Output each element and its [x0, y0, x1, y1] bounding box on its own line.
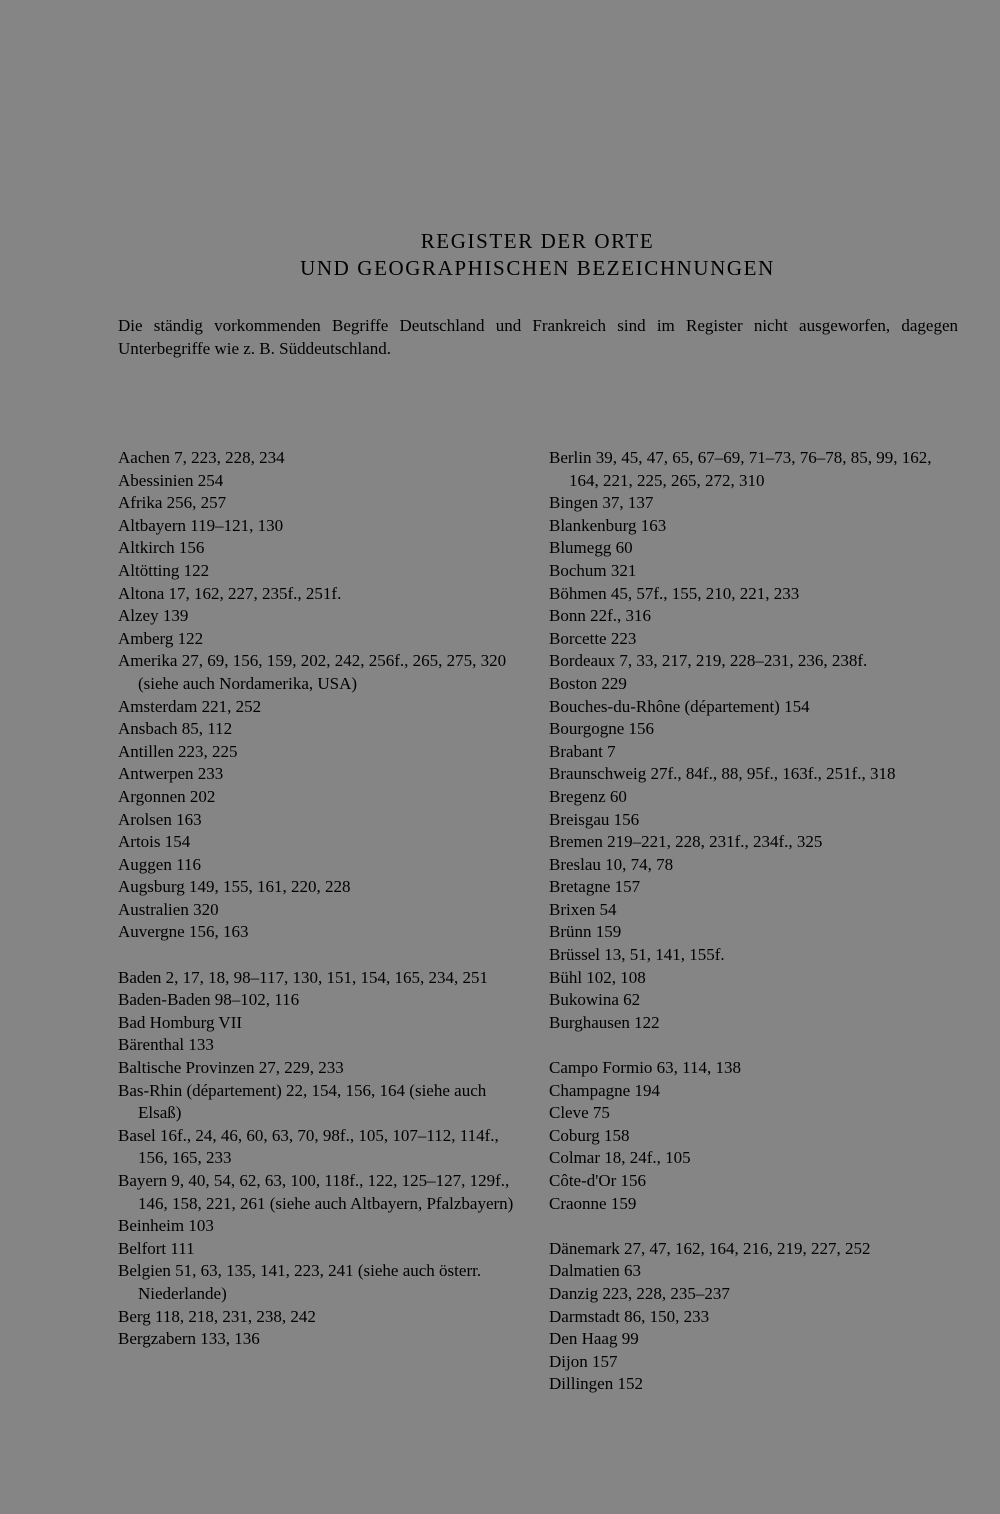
index-entry: Berlin 39, 45, 47, 65, 67–69, 71–73, 76–78, 85, 99, 162, 164, 221, 225, 265, 272, 310 — [549, 448, 932, 490]
index-entry: Bretagne 157 — [549, 877, 641, 897]
index-entry: Baden-Baden 98–102, 116 — [118, 990, 300, 1010]
index-entry: Côte-d'Or 156 — [549, 1171, 647, 1190]
index-entry: Campo Formio 63, 114, 138 — [549, 1058, 742, 1078]
index-entry: Beinheim 103 — [118, 1216, 214, 1236]
index-entry: Bärenthal 133 — [118, 1035, 214, 1055]
index-entry: Brabant 7 — [549, 741, 616, 761]
index-entry: Auvergne 156, 163 — [118, 922, 249, 942]
index-entry: Antwerpen 233 — [118, 764, 224, 784]
index-column-left — [118, 447, 528, 1351]
index-entry: Baden 2, 17, 18, 98–117, 130, 151, 154, 165, 234, 251 — [118, 967, 489, 987]
index-entry: Bayern 9, 40, 54, 62, 63, 100, 118f., 122, 125–127, 129f., 146, 158, 221, 261 (siehe auch Altbayern, Pfalzbayern) — [118, 1171, 514, 1213]
section-gap — [549, 1215, 959, 1238]
index-entry: Altona 17, 162, 227, 235f., 251f. — [118, 583, 342, 603]
index-entry: Dillingen 152 — [549, 1374, 643, 1394]
index-heading — [0, 228, 1000, 282]
index-entry: Augsburg 149, 155, 161, 220, 228 — [118, 877, 351, 897]
index-entry: Baltische Provinzen 27, 229, 233 — [118, 1058, 344, 1078]
section-gap — [549, 1034, 959, 1057]
index-entry: Bordeaux 7, 33, 217, 219, 228–231, 236, 238f. — [549, 651, 868, 671]
index-entry: Colmar 18, 24f., 105 — [549, 1148, 691, 1168]
index-entry: Coburg 158 — [549, 1125, 630, 1145]
index-entry: Bas-Rhin (département) 22, 154, 156, 164 (siehe auch Elsaß) — [118, 1080, 487, 1123]
index-entry: Bouches-du-Rhône (département) 154 — [549, 696, 810, 716]
index-entry: Bingen 37, 137 — [549, 493, 654, 513]
index-entry: Afrika 256, 257 — [118, 493, 227, 513]
index-entry: Artois 154 — [118, 832, 191, 852]
index-entry: Borcette 223 — [549, 628, 637, 648]
index-entry: Bad Homburg VII — [118, 1012, 243, 1032]
index-entry: Altkirch 156 — [118, 538, 205, 558]
intro-note: Die ständig vorkommenden Begriffe Deutschland und Frankreich sind im Register nicht ausgeworfen, dagegen Unterbegriffe wie z. B. Süddeutschland. — [118, 316, 958, 358]
index-entry: Bremen 219–221, 228, 231f., 234f., 325 — [549, 832, 823, 852]
index-entry: Berg 118, 218, 231, 238, 242 — [118, 1306, 316, 1326]
index-entry: Bonn 22f., 316 — [549, 606, 651, 626]
index-entry: Amsterdam 221, 252 — [118, 696, 262, 716]
index-entry: Braunschweig 27f., 84f., 88, 95f., 163f., 251f., 318 — [549, 764, 896, 784]
index-entry: Altötting 122 — [118, 560, 210, 580]
index-entry: Bergzabern 133, 136 — [118, 1329, 260, 1349]
index-entry: Belfort 111 — [118, 1238, 195, 1258]
index-entry: Danzig 223, 228, 235–237 — [549, 1283, 730, 1303]
index-entry: Böhmen 45, 57f., 155, 210, 221, 233 — [549, 583, 800, 603]
index-entry: Bochum 321 — [549, 560, 637, 580]
index-entry: Cleve 75 — [549, 1103, 610, 1123]
index-entry: Breslau 10, 74, 78 — [549, 854, 674, 874]
index-entry: Blankenburg 163 — [549, 515, 667, 535]
index-entry: Blumegg 60 — [549, 538, 633, 558]
index-entry: Craonne 159 — [549, 1193, 637, 1213]
index-entry: Argonnen 202 — [118, 786, 216, 806]
index-entry: Alzey 139 — [118, 606, 189, 626]
heading-line-2: UND GEOGRAPHISCHEN BEZEICHNUNGEN — [300, 256, 775, 280]
index-entry: Dalmatien 63 — [549, 1261, 642, 1281]
index-entry: Amerika 27, 69, 156, 159, 202, 242, 256f., 265, 275, 320 (siehe auch Nordamerika, USA) — [118, 651, 507, 693]
index-entry: Bregenz 60 — [549, 786, 627, 806]
index-entry: Amberg 122 — [118, 628, 204, 648]
index-entry: Boston 229 — [549, 673, 627, 693]
index-entry: Arolsen 163 — [118, 809, 202, 829]
index-entry: Burghausen 122 — [549, 1012, 660, 1032]
index-column-right — [549, 447, 959, 1396]
index-entry: Brüssel 13, 51, 141, 155f. — [549, 945, 725, 965]
index-entry: Dijon 157 — [549, 1351, 618, 1371]
index-entry: Aachen 7, 223, 228, 234 — [118, 448, 285, 467]
index-entry: Belgien 51, 63, 135, 141, 223, 241 (siehe auch österr. Niederlande) — [118, 1261, 482, 1303]
index-entry: Bourgogne 156 — [549, 719, 654, 739]
index-entry: Dänemark 27, 47, 162, 164, 216, 219, 227, 252 — [549, 1238, 871, 1258]
index-entry: Basel 16f., 24, 46, 60, 63, 70, 98f., 105, 107–112, 114f., 156, 165, 233 — [118, 1125, 499, 1168]
index-entry: Bukowina 62 — [549, 990, 641, 1010]
index-entry: Brünn 159 — [549, 922, 622, 942]
index-entry: Den Haag 99 — [549, 1329, 639, 1349]
index-entry: Antillen 223, 225 — [118, 741, 238, 761]
index-entry: Brixen 54 — [549, 899, 617, 919]
index-entry: Australien 320 — [118, 899, 219, 919]
index-entry: Ansbach 85, 112 — [118, 719, 233, 739]
index-entry: Abessinien 254 — [118, 470, 224, 490]
index-entry: Auggen 116 — [118, 854, 201, 874]
index-entry: Breisgau 156 — [549, 809, 640, 829]
heading-line-1: REGISTER DER ORTE — [420, 229, 655, 253]
index-entry: Darmstadt 86, 150, 233 — [549, 1306, 710, 1326]
index-entry: Bühl 102, 108 — [549, 967, 646, 987]
section-gap — [118, 944, 528, 967]
index-entry: Altbayern 119–121, 130 — [118, 515, 284, 535]
index-entry: Champagne 194 — [549, 1080, 660, 1100]
